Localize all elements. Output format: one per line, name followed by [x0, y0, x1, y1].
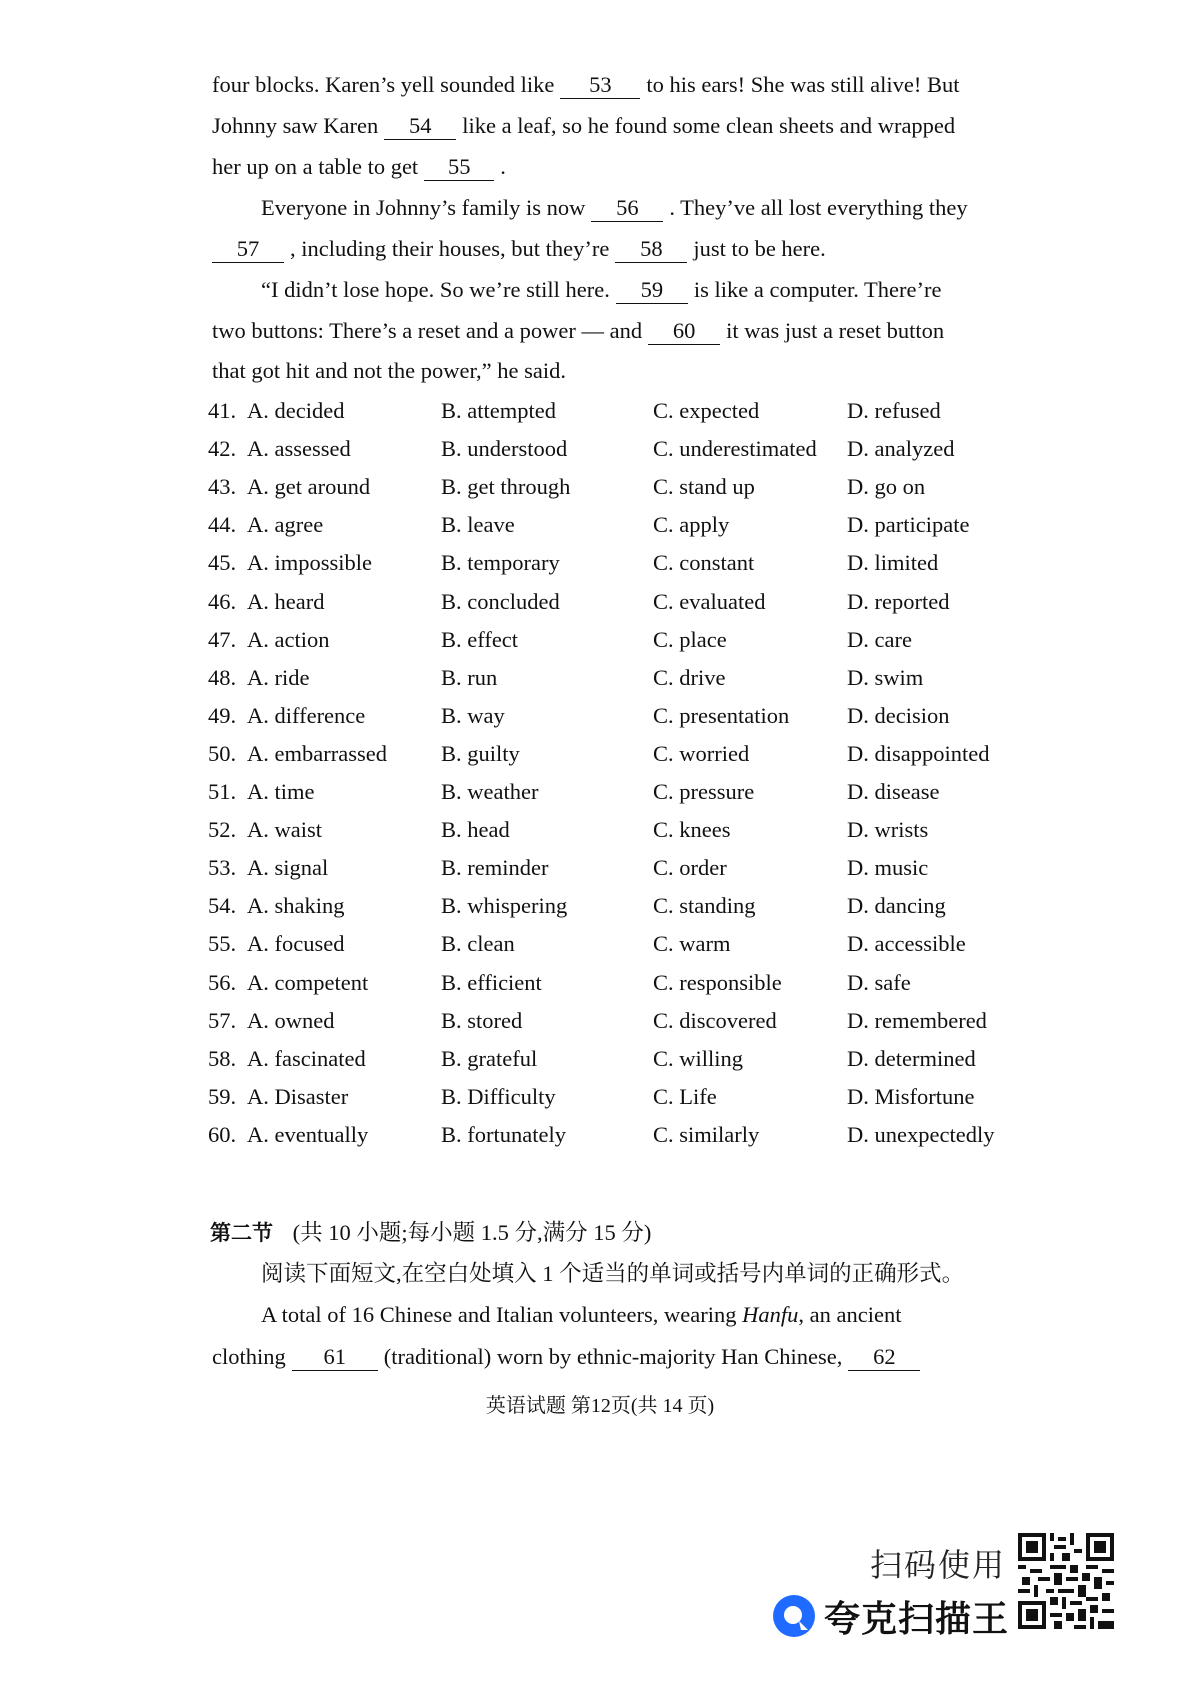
option-b[interactable]: B. stored — [441, 1007, 523, 1033]
question-number: 45. — [208, 550, 237, 576]
brand-name: 夸克扫描王 — [824, 1598, 1010, 1640]
section-instruction: 阅读下面短文,在空白处填入 1 个适当的单词或括号内单词的正确形式。 — [261, 1261, 965, 1286]
option-a[interactable]: A. eventually — [247, 1121, 369, 1147]
option-b[interactable]: B. whispering — [441, 893, 568, 919]
question-number: 53. — [208, 855, 237, 881]
passage-line-8: that got hit and not the power,” he said. — [212, 358, 567, 383]
option-c[interactable]: C. responsible — [653, 969, 782, 995]
question-number: 57. — [208, 1007, 237, 1033]
option-b[interactable]: B. reminder — [441, 855, 549, 881]
option-c[interactable]: C. standing — [653, 893, 756, 919]
option-d[interactable]: D. limited — [847, 550, 939, 576]
blank-62[interactable]: 62 — [848, 1344, 920, 1371]
option-c[interactable]: C. underestimated — [653, 436, 817, 462]
option-b[interactable]: B. way — [441, 702, 505, 728]
option-c[interactable]: C. order — [653, 855, 727, 881]
option-b[interactable]: B. weather — [441, 779, 539, 804]
option-d[interactable]: D. swim — [847, 664, 924, 690]
option-b[interactable]: B. effect — [441, 626, 519, 652]
option-c[interactable]: C. constant — [653, 550, 755, 576]
passage-line-5: 57 , including their houses, but they’re 58 just to be here. — [212, 234, 826, 264]
passage-line-2: Johnny saw Karen 54 like a leaf, so he found some clean sheets and wrapped — [212, 113, 956, 138]
question-number: 51. — [208, 779, 237, 804]
option-c[interactable]: C. pressure — [653, 779, 755, 804]
option-d[interactable]: D. safe — [847, 969, 911, 995]
option-c[interactable]: C. drive — [653, 664, 726, 690]
option-d[interactable]: D. determined — [847, 1045, 976, 1071]
option-c[interactable]: C. apply — [653, 512, 730, 538]
option-c[interactable]: C. evaluated — [653, 588, 766, 614]
passage-line-3: her up on a table to get 55 . — [212, 154, 506, 179]
option-b[interactable]: B. run — [441, 664, 498, 690]
option-a[interactable]: A. shaking — [247, 893, 345, 919]
option-a[interactable]: A. heard — [247, 588, 325, 614]
option-c[interactable]: C. place — [653, 626, 727, 652]
blank-54[interactable]: 54 — [384, 113, 456, 140]
option-b[interactable]: B. get through — [441, 474, 571, 500]
passage-line-6: “I didn’t lose hope. So we’re still here. 59 is like a computer. There’re — [261, 277, 942, 302]
option-d[interactable]: D. unexpectedly — [847, 1121, 995, 1147]
option-a[interactable]: A. embarrassed — [247, 740, 387, 766]
page-footer: 英语试题 第12页(共 14 页) — [485, 1395, 715, 1417]
option-b[interactable]: B. leave — [441, 512, 515, 538]
question-number: 58. — [208, 1045, 237, 1071]
question-number: 42. — [208, 436, 237, 462]
option-c[interactable]: C. willing — [653, 1045, 744, 1071]
passage-2-line-2: clothing 61 (traditional) worn by ethnic-majority Han Chinese, 62 — [212, 1342, 926, 1372]
question-number: 56. — [208, 969, 237, 995]
option-b[interactable]: B. understood — [441, 436, 568, 462]
passage-2-line-1: A total of 16 Chinese and Italian volunteers, wearing Hanfu, an ancient — [261, 1302, 902, 1327]
option-a[interactable]: A. get around — [247, 474, 371, 500]
option-d[interactable]: D. decision — [847, 702, 950, 728]
option-d[interactable]: D. remembered — [847, 1007, 987, 1033]
option-a[interactable]: A. impossible — [247, 550, 373, 576]
option-d[interactable]: D. music — [847, 855, 929, 881]
option-a[interactable]: A. fascinated — [247, 1045, 366, 1071]
question-number: 60. — [208, 1121, 237, 1147]
option-d[interactable]: D. Misfortune — [847, 1083, 975, 1109]
option-b[interactable]: B. clean — [441, 931, 515, 957]
option-d[interactable]: D. analyzed — [847, 436, 955, 462]
blank-57[interactable]: 57 — [212, 236, 284, 263]
option-a[interactable]: A. decided — [247, 398, 345, 423]
blank-55[interactable]: 55 — [424, 154, 494, 181]
option-d[interactable]: D. dancing — [847, 893, 946, 919]
question-number: 59. — [208, 1083, 237, 1109]
option-c[interactable]: C. stand up — [653, 474, 755, 500]
question-number: 48. — [208, 664, 237, 690]
option-a[interactable]: A. focused — [247, 931, 345, 957]
question-number: 44. — [208, 512, 237, 538]
option-b[interactable]: B. Difficulty — [441, 1083, 556, 1109]
passage-line-1: four blocks. Karen’s yell sounded like 53 to his ears! She was still alive! But — [212, 72, 960, 97]
option-b[interactable]: B. efficient — [441, 969, 542, 995]
option-c[interactable]: C. discovered — [653, 1007, 777, 1033]
option-c[interactable]: C. knees — [653, 817, 731, 843]
option-d[interactable]: D. participate — [847, 512, 970, 538]
blank-53[interactable]: 53 — [560, 72, 640, 99]
option-c[interactable]: C. expected — [653, 398, 760, 423]
blank-58[interactable]: 58 — [615, 236, 687, 263]
option-d[interactable]: D. go on — [847, 474, 926, 500]
option-c[interactable]: C. presentation — [653, 702, 790, 728]
section-2-heading — [210, 1218, 651, 1248]
option-b[interactable]: B. concluded — [441, 588, 560, 614]
option-d[interactable]: D. disease — [847, 779, 940, 804]
section-title: 第二节 — [210, 1221, 273, 1245]
blank-56[interactable]: 56 — [591, 195, 663, 222]
blank-59[interactable]: 59 — [616, 277, 688, 304]
option-d[interactable]: D. disappointed — [847, 740, 990, 766]
option-b[interactable]: B. fortunately — [441, 1121, 566, 1147]
option-b[interactable]: B. guilty — [441, 740, 520, 766]
passage-line-4: Everyone in Johnny’s family is now 56 . They’ve all lost everything they — [261, 195, 968, 220]
option-a[interactable]: A. signal — [247, 855, 329, 881]
option-a[interactable]: A. agree — [247, 512, 324, 538]
question-number: 54. — [208, 893, 237, 919]
option-c[interactable]: C. warm — [653, 931, 731, 957]
option-a[interactable]: A. ride — [247, 664, 310, 690]
option-a[interactable]: A. assessed — [247, 436, 351, 462]
question-number: 41. — [208, 398, 237, 423]
option-c[interactable]: C. similarly — [653, 1121, 760, 1147]
option-a[interactable]: A. waist — [247, 817, 322, 843]
scan-label: 扫码使用 — [870, 1546, 1007, 1584]
quark-logo-icon — [772, 1594, 816, 1638]
option-a[interactable]: A. competent — [247, 969, 369, 995]
passage-line-7: two buttons: There’s a reset and a power — and 60 it was just a reset button — [212, 318, 945, 343]
option-a[interactable]: A. difference — [247, 702, 366, 728]
option-a[interactable]: A. Disaster — [247, 1083, 349, 1109]
question-number: 46. — [208, 588, 237, 614]
option-d[interactable]: D. accessible — [847, 931, 966, 957]
option-d[interactable]: D. refused — [847, 398, 941, 423]
option-b[interactable]: B. grateful — [441, 1045, 538, 1071]
question-number: 49. — [208, 702, 237, 728]
qr-code-icon[interactable] — [1018, 1533, 1114, 1629]
option-a[interactable]: A. owned — [247, 1007, 335, 1033]
brand-logo — [772, 1591, 1009, 1641]
option-c[interactable]: C. worried — [653, 740, 750, 766]
option-d[interactable]: D. reported — [847, 588, 950, 614]
option-c[interactable]: C. Life — [653, 1083, 717, 1109]
option-b[interactable]: B. head — [441, 817, 510, 843]
question-number: 52. — [208, 817, 237, 843]
question-number: 50. — [208, 740, 237, 766]
question-number: 55. — [208, 931, 237, 957]
option-b[interactable]: B. attempted — [441, 398, 556, 423]
option-a[interactable]: A. time — [247, 779, 315, 804]
option-a[interactable]: A. action — [247, 626, 330, 652]
question-number: 43. — [208, 474, 237, 500]
question-number: 47. — [208, 626, 237, 652]
option-d[interactable]: D. care — [847, 626, 912, 652]
section-rule: (共 10 小题;每小题 1.5 分,满分 15 分) — [292, 1220, 652, 1245]
blank-60[interactable]: 60 — [648, 318, 720, 345]
blank-61[interactable]: 61 — [292, 1344, 378, 1371]
option-b[interactable]: B. temporary — [441, 550, 560, 576]
option-d[interactable]: D. wrists — [847, 817, 929, 843]
